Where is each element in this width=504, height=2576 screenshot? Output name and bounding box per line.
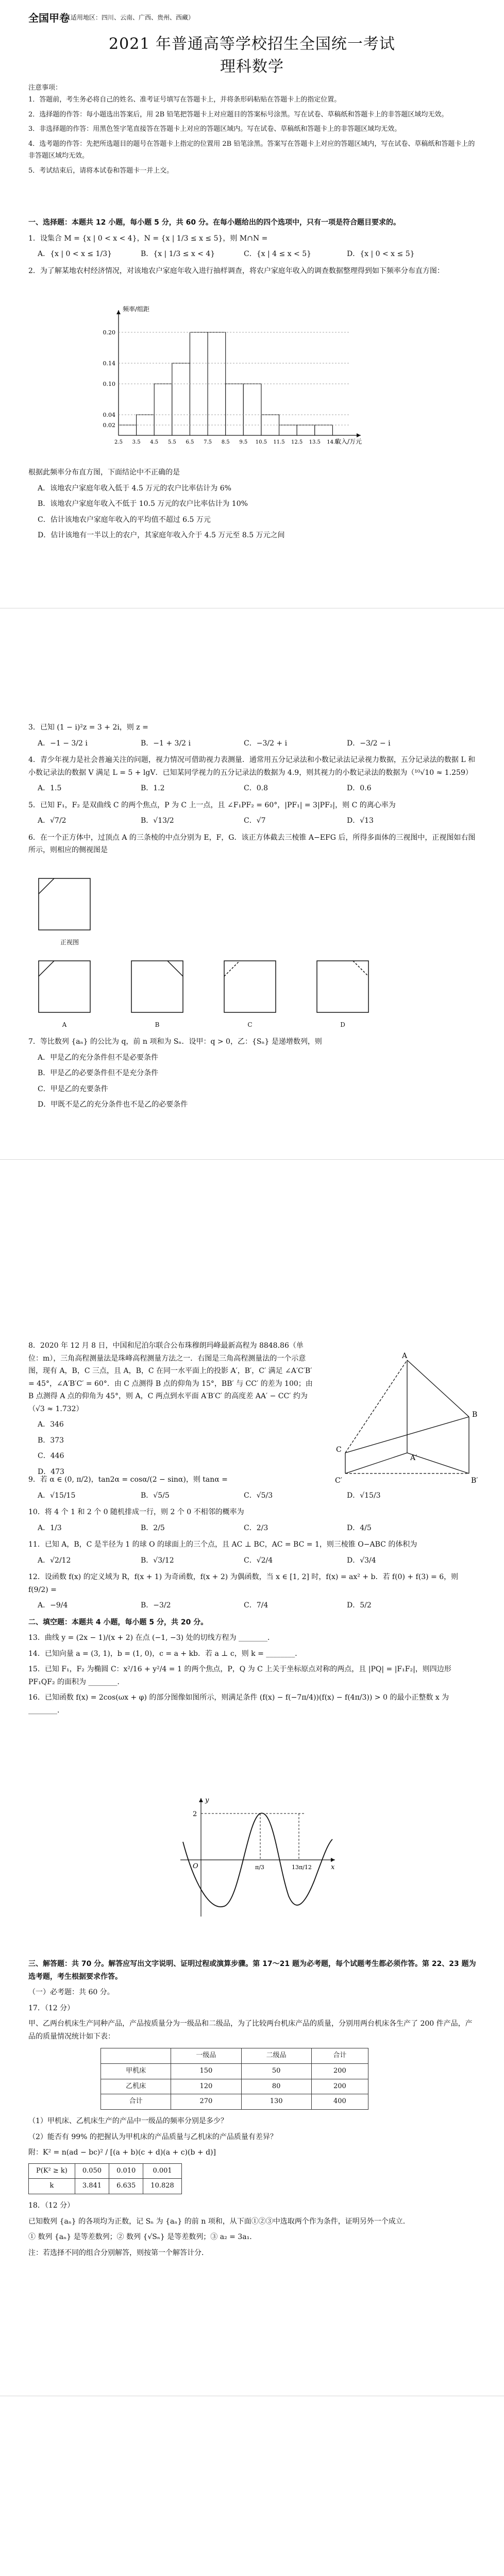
- option: D．√13: [347, 817, 374, 825]
- option-letter: A: [62, 1021, 67, 1028]
- table-header-cell: P(K² ≥ k): [29, 2163, 75, 2179]
- histogram-bar: [119, 425, 137, 435]
- part1-q2-tail: [28, 466, 477, 545]
- q18-score: 18．（12 分）: [28, 2201, 75, 2210]
- side-view-d: [314, 958, 371, 1015]
- q11-options: [38, 1554, 477, 1567]
- option: D．0.6: [347, 784, 372, 792]
- q6-option-b: [129, 958, 186, 1030]
- x-tick-label: 10.5: [255, 439, 267, 445]
- question-12: 12．设函数 f(x) 的定义域为 R，f(x + 1) 为奇函数，f(x + 2) 为偶函数，当 x ∈ [1, 2] 时，f(x) = ax² + b．若 f(0) + f(3) = 6，则 f(9/2) =: [28, 1573, 459, 1594]
- table-cell: 6.635: [109, 2179, 143, 2194]
- region-note: （适用地区：四川、云南、广西、贵州、西藏）: [64, 14, 195, 21]
- option: A．1.5: [38, 784, 62, 792]
- option: D．−3/2 − i: [347, 739, 391, 748]
- part1-q1-q2: [28, 216, 477, 280]
- x-tick-13pi-12: 13π/12: [292, 1864, 312, 1871]
- option: C．2/3: [244, 1523, 268, 1532]
- table-cell: 乙机床: [101, 2079, 171, 2094]
- option: C．√2/4: [244, 1556, 273, 1565]
- exam-subtitle: 理科数学: [220, 58, 284, 76]
- question-14: 14．已知向量 a = (3, 1)，b = (1, 0)，c = a + kb．若 a ⊥ c，则 k = ________．: [28, 1649, 303, 1658]
- x-tick-label: 13.5: [309, 439, 321, 445]
- question-5: 5．已知 F₁，F₂ 是双曲线 C 的两个焦点，P 为 C 上一点，且 ∠F₁PF₂ = 60°，|PF₁| = 3|PF₂|，则 C 的离心率为: [28, 801, 396, 809]
- table-cell: 200: [311, 2063, 368, 2079]
- instruction-item: 1．答题前，考生务必将自己的姓名、准考证号填写在答题卡上，并将条形码粘贴在答题卡上的指定位置。: [28, 95, 341, 104]
- table-cell: 270: [171, 2094, 241, 2110]
- x-axis-title: 收入/万元: [334, 438, 362, 445]
- y-axis-label: y: [205, 1797, 209, 1804]
- histogram-bar: [297, 425, 315, 435]
- q6-front-view: [36, 876, 103, 948]
- x-tick-label: 4.5: [150, 439, 159, 445]
- x-tick-label: 7.5: [204, 439, 212, 445]
- x-tick-label: 3.5: [132, 439, 141, 445]
- option: B．√5/5: [141, 1491, 170, 1500]
- option: C．7/4: [244, 1601, 268, 1609]
- option-letter: C: [247, 1021, 253, 1028]
- option: C．甲是乙的充要条件: [38, 1084, 108, 1093]
- table-cell: 50: [241, 2063, 311, 2079]
- exam-tag: 全国甲卷: [28, 12, 70, 24]
- option: B．−1 + 3/2 i: [141, 739, 191, 748]
- x-tick-pi-3: π/3: [255, 1864, 264, 1871]
- instructions: [28, 82, 477, 180]
- q6-option-a: [36, 958, 93, 1030]
- page-divider: [0, 1159, 504, 1160]
- histogram-bar: [190, 332, 208, 435]
- option: C．{x | 4 ≤ x < 5}: [244, 250, 312, 258]
- table-header-cell: [101, 2048, 171, 2064]
- table-cell: 120: [171, 2079, 241, 2094]
- option: B．甲是乙的必要条件但不是充分条件: [38, 1069, 159, 1077]
- x-tick-label: 6.5: [186, 439, 194, 445]
- q6-options: [36, 958, 448, 1030]
- histogram-bar: [279, 425, 297, 435]
- question-1: 1．设集合 M = {x | 0 < x < 4}，N = {x | 1/3 ≤ x ≤ 5}，则 M∩N =: [28, 234, 268, 243]
- x-tick-label: 8.5: [221, 439, 230, 445]
- part3-sub: （一）必考题：共 60 分。: [28, 1988, 114, 1996]
- part1-q8: [28, 1340, 317, 1481]
- exam-title: 2021 年普通高等学校招生全国统一考试: [109, 35, 395, 53]
- part1-q3-q5: [28, 721, 477, 860]
- x-tick-label: 2.5: [114, 439, 123, 445]
- point-c-label: C: [336, 1446, 342, 1454]
- option: A．{x | 0 < x ≤ 1/3}: [38, 250, 112, 258]
- instruction-item: 5．考试结束后，请将本试卷和答题卡一并上交。: [28, 166, 174, 175]
- part1-q9-q12: [28, 1473, 477, 1720]
- table-cell: k: [29, 2179, 75, 2194]
- option: D．5/2: [347, 1601, 372, 1609]
- option: D．{x | 0 < x ≤ 5}: [347, 250, 415, 258]
- option: A．−1 − 3/2 i: [38, 739, 88, 748]
- q17-quality-table: [100, 2048, 368, 2110]
- question-13: 13．曲线 y = (2x − 1)/(x + 2) 在点 (−1, −3) 处的切线方程为 ________．: [28, 1634, 275, 1642]
- question-7: 7．等比数列 {aₙ} 的公比为 q，前 n 项和为 Sₙ．设甲：q > 0，乙：{Sₙ} 是递增数列，则: [28, 1038, 322, 1046]
- table-header-cell: 0.010: [109, 2163, 143, 2179]
- option: A．√15/15: [38, 1491, 76, 1500]
- option: B．2/5: [141, 1523, 165, 1532]
- q16-cosine-graph: [170, 1793, 340, 1922]
- q17-part2: （2）能否有 99% 的把握认为甲机床的产品质量与乙机床的产品质量有差异？: [28, 2132, 277, 2141]
- question-9: 9．若 α ∈ (0, π/2)，tan2α = cosα/(2 − sinα)，则 tanα =: [28, 1476, 228, 1484]
- part1-q7: [28, 1036, 477, 1114]
- question-2: 2．为了解某地农村经济情况，对该地农户家庭年收入进行抽样调查，将农户家庭年收入的调查数据整理得到如下频率分布直方图：: [28, 266, 444, 275]
- histogram-bar: [243, 384, 261, 435]
- option: D．甲既不是乙的充分条件也不是乙的必要条件: [38, 1100, 188, 1109]
- table-row: [101, 2094, 368, 2110]
- table-cell: 400: [311, 2094, 368, 2110]
- q10-options: [38, 1522, 477, 1535]
- table-header-cell: 合计: [311, 2048, 368, 2064]
- part2-head: 二、填空题：本题共 4 小题，每小题 5 分，共 20 分。: [28, 1618, 208, 1626]
- question-6: 6．在一个正方体中，过顶点 A 的三条棱的中点分别为 E，F，G．该正方体截去三棱锥 A−EFG 后，所得多面体的三视图中，正视图如右图所示，则相应的侧视图是: [28, 833, 476, 854]
- y-tick-label: 0.10: [103, 381, 115, 387]
- option: B．该地农户家庭年收入不低于 10.5 万元的农户比率估计为 10%: [38, 500, 248, 508]
- y-tick-label: 0.04: [103, 412, 115, 418]
- option-letter: D: [340, 1021, 345, 1028]
- table-cell: 80: [241, 2079, 311, 2094]
- table-cell: 10.828: [143, 2179, 182, 2194]
- instruction-item: 4．选考题的作答：先把所选题目的题号在答题卡上指定的位置用 2B 铅笔涂黑。答案写在答题卡上对应的答题区域内，写在试卷、草稿纸和答题卡上的非答题区域均无效。: [28, 140, 475, 160]
- q17-part1: （1）甲机床、乙机床生产的产品中一级品的频率分别是多少？: [28, 2117, 228, 2125]
- option: C．√5/3: [244, 1491, 273, 1500]
- point-ap-label: A′: [410, 1454, 417, 1462]
- y-tick-label: 0.14: [103, 360, 115, 367]
- question-16: 16．已知函数 f(x) = 2cos(ωx + φ) 的部分图像如图所示，则满足条件 (f(x) − f(−7π/4))(f(x) − f(4π/3)) > 0 的最小正整数 x 为 ________．: [28, 1693, 449, 1715]
- q18-note: 注：若选择不同的组合分别解答，则按第一个解答计分．: [28, 2248, 209, 2257]
- option: B．√13/2: [141, 817, 174, 825]
- table-header-cell: 0.001: [143, 2163, 182, 2179]
- option: D．4/5: [347, 1523, 372, 1532]
- option: C．估计该地农户家庭年收入的平均值不超过 6.5 万元: [38, 515, 211, 524]
- y-max-label: 2: [193, 1810, 197, 1818]
- y-tick-label: 0.20: [103, 329, 115, 336]
- option: D．√15/3: [347, 1491, 381, 1500]
- question-11: 11．已知 A，B，C 是半径为 1 的球 O 的球面上的三个点，且 AC ⊥ BC，AC = BC = 1，则三棱锥 O−ABC 的体积为: [28, 1540, 417, 1549]
- part3-head: 三、解答题：共 70 分。解答应写出文字说明、证明过程或演算步骤。第 17～21 题为必考题，每个试题考生都必须作答。第 22、23 题为选考题，考生根据要求作答。: [28, 1960, 476, 1981]
- question-3: 3．已知 (1 − i)²z = 3 + 2i，则 z =: [28, 723, 148, 732]
- part3-q17: [28, 1958, 477, 2262]
- y-axis-title: 频率/组距: [123, 306, 150, 313]
- option: B．373: [38, 1436, 64, 1445]
- table-row: [101, 2079, 368, 2094]
- table-cell: 甲机床: [101, 2063, 171, 2079]
- table-row: [101, 2063, 368, 2079]
- x-tick-label: 12.5: [291, 439, 303, 445]
- x-axis-arrow: [357, 433, 361, 437]
- q5-options: [38, 815, 477, 827]
- instruction-item: 2．选择题的作答：每小题选出答案后，用 2B 铅笔把答题卡上对应题目的答案标号涂黑。写在试卷、草稿纸和答题卡上的非答题区域均无效。: [28, 110, 448, 118]
- table-cell: 3.841: [75, 2179, 109, 2194]
- table-cell: 130: [241, 2094, 311, 2110]
- question-18: 已知数列 {aₙ} 的各项均为正数，记 Sₙ 为 {aₙ} 的前 n 项和，从下面①②③中选取两个作为条件，证明另外一个成立．: [28, 2217, 410, 2226]
- table-cell: 合计: [101, 2094, 171, 2110]
- question-17: 甲、乙两台机床生产同种产品，产品按质量分为一级品和二级品，为了比较两台机床产品的质量，分别用两台机床各生产了 200 件产品，产品的质量情况统计如下表：: [28, 2020, 473, 2041]
- table-row: [29, 2179, 182, 2194]
- q12-options: [38, 1599, 477, 1612]
- point-b-label: B: [472, 1411, 478, 1419]
- option: B．√3/12: [141, 1556, 174, 1565]
- table-cell: 150: [171, 2063, 241, 2079]
- option: D．√3/4: [347, 1556, 376, 1565]
- question-8: 8．2020 年 12 月 8 日，中国和尼泊尔联合公布珠穆朗玛峰最新高程为 8848.86（单位：m），三角高程测量法是珠峰高程测量方法之一．右图是三角高程测量法的一个示意图，现有 A，B，C 三点，且 A，B，C 在同一水平面上的投影 A′，B′，C′ 满足 ∠A′C′B′ = 45°，∠A′B′C′ = 60°．由 C 点测得 B 点的仰角为 15°，BB′ 与 CC′ 的差为 100；由 B 点测得 A 点的仰角为 45°，则 A，C 两点到水平面 A′B′C′ 的高度差 AA′ − CC′ 约为（√3 ≈ 1.732）: [28, 1342, 313, 1413]
- x-axis-label: x: [331, 1863, 335, 1871]
- option: A．1/3: [38, 1523, 62, 1532]
- histogram-bar: [315, 425, 333, 435]
- point-cp-label: C′: [335, 1477, 342, 1485]
- x-tick-label: 9.5: [239, 439, 248, 445]
- option: A．√7/2: [38, 817, 66, 825]
- income-histogram: [82, 304, 371, 459]
- q17-score: 17．（12 分）: [28, 2004, 75, 2012]
- origin-label: O: [193, 1862, 198, 1870]
- q17-formula: 附：K² = n(ad − bc)² / [(a + b)(c + d)(a + c)(b + d)]: [28, 2148, 216, 2157]
- option: A．甲是乙的充分条件但不是必要条件: [38, 1053, 159, 1062]
- option-letter: B: [155, 1021, 160, 1028]
- question-15: 15．已知 F₁，F₂ 为椭圆 C：x²/16 + y²/4 = 1 的两个焦点，P，Q 为 C 上关于坐标原点对称的两点，且 |PQ| = |F₁F₂|，则四边形 PF₁QF₂ 的面积为 ________．: [28, 1665, 451, 1686]
- option: A．√2/12: [38, 1556, 71, 1565]
- table-header-cell: 二级品: [241, 2048, 311, 2064]
- histogram-bar: [226, 384, 244, 435]
- q6-option-d: [314, 958, 371, 1030]
- x-tick-label: 5.5: [167, 439, 176, 445]
- option: C．446: [38, 1452, 64, 1460]
- table-header-row: [101, 2048, 368, 2064]
- y-axis-arrow: [116, 310, 121, 314]
- q6-option-c: [222, 958, 278, 1030]
- q9-options: [38, 1489, 477, 1502]
- table-header-cell: 一级品: [171, 2048, 241, 2064]
- histogram-bar: [172, 363, 190, 435]
- question-2-after: 根据此频率分布直方图，下面结论中不正确的是: [28, 468, 180, 477]
- x-tick-label: 14.5: [327, 439, 339, 445]
- question-10: 10．将 4 个 1 和 2 个 0 随机排成一行，则 2 个 0 不相邻的概率为: [28, 1508, 244, 1516]
- option: B．1.2: [141, 784, 165, 792]
- option: A．该地农户家庭年收入低于 4.5 万元的农户比率估计为 6%: [38, 484, 231, 493]
- table-header-cell: 0.050: [75, 2163, 109, 2179]
- table-header-row: [29, 2163, 182, 2179]
- histogram-bar: [208, 332, 226, 435]
- option: D．估计该地有一半以上的农户，其家庭年收入介于 4.5 万元至 8.5 万元之间: [38, 531, 285, 539]
- instruction-item: 3．非选择题的作答：用黑色签字笔直接答在答题卡上对应的答题区域内。写在试卷、草稿纸和答题卡上的非答题区域均无效。: [28, 125, 401, 133]
- instructions-head: 注意事项：: [28, 84, 62, 92]
- table-cell: 200: [311, 2079, 368, 2094]
- option: C．√7: [244, 817, 266, 825]
- option: B．{x | 1/3 ≤ x < 4}: [141, 250, 215, 258]
- question-4: 4．青少年视力是社会普遍关注的问题，视力情况可借助视力表测量．通常用五分记录法和小数记录法记录视力数据，五分记录法的数据 L 和小数记录法的数据 V 满足 L = 5 + lgV．已知某同学视力的五分记录法的数据为 4.9，则其视力的小数记录法的数据为（¹⁰√10 ≈ 1.259）: [28, 756, 476, 777]
- option: B．−3/2: [141, 1601, 171, 1609]
- side-view-a: [36, 958, 93, 1015]
- q3-options: [38, 737, 477, 750]
- q8-height-figure: [330, 1350, 479, 1494]
- option: D．473: [38, 1467, 64, 1476]
- q1-options: [38, 248, 477, 261]
- histogram-bar: [154, 384, 172, 435]
- option: C．0.8: [244, 784, 268, 792]
- option: A．−9/4: [38, 1601, 68, 1609]
- q17-critical-table: [28, 2163, 182, 2195]
- q18-conditions: ① 数列 {aₙ} 是等差数列；② 数列 {√Sₙ} 是等差数列；③ a₂ = 3a₁．: [28, 2233, 257, 2241]
- side-view-c: [222, 958, 278, 1015]
- option: A．346: [38, 1420, 64, 1429]
- q4-options: [38, 782, 477, 795]
- y-tick-label: 0.02: [103, 422, 115, 429]
- option: C．−3/2 + i: [244, 739, 288, 748]
- front-view-caption: 正视图: [60, 938, 79, 946]
- x-tick-label: 11.5: [273, 439, 285, 445]
- side-view-b: [129, 958, 186, 1015]
- point-bp-label: B′: [471, 1477, 478, 1485]
- part1-head: 一、选择题：本题共 12 小题，每小题 5 分，共 60 分。在每小题给出的四个选项中，只有一项是符合题目要求的。: [28, 218, 400, 227]
- histogram-bar: [137, 415, 155, 435]
- point-a-label: A: [402, 1352, 408, 1360]
- front-view-drawing: [36, 876, 93, 933]
